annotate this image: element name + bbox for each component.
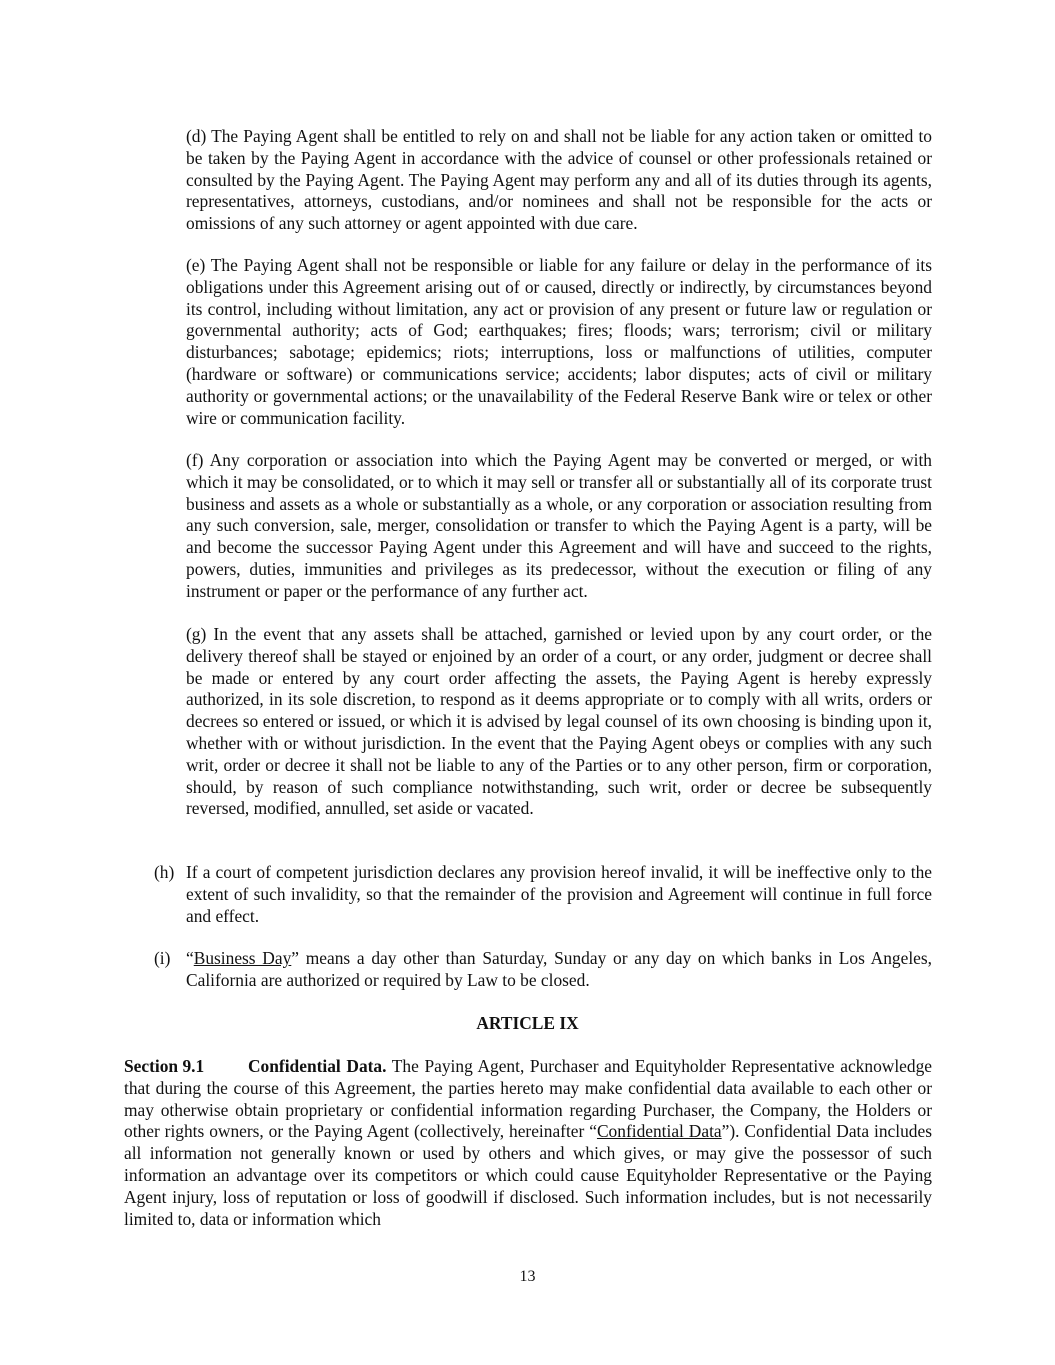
article-heading: ARTICLE IX (476, 1013, 579, 1033)
open-quote: “ (186, 948, 194, 968)
section-text-before: The Paying Agent, Purchaser and Equityholder Representative acknowledge that during the course of this Agreement, the parties hereto may make confidential data available to each other or may otherwise obtain proprietary or confidential information regarding Purchaser, the Company, the Holders or other rights owners, or the Paying Agent (collectively, hereinafter “ (124, 1056, 932, 1142)
paragraph-e: (e) The Paying Agent shall not be responsible or liable for any failure or delay in the performance of its obligations under this Agreement arising out of or caused, directly or indirectly, by circumstances beyond its control, including without limitation, any act or provision of any present or future law or regulation or governmental authority; acts of God; earthquakes; fires; floods; wars; terrorism; civil or military disturbances; sabotage; epidemics; riots; interruptions, loss or malfunctions of utilities, computer (hardware or software) or communications service; accidents; labor disputes; acts of civil or military authority or governmental actions; or the unavailability of the Federal Reserve Bank wire or telex or other wire or communication facility. (186, 255, 932, 428)
paragraph-d: (d) The Paying Agent shall be entitled to rely on and shall not be liable for any action taken or omitted to be taken by the Paying Agent in accordance with the advice of counsel or other professionals retained or consulted by the Paying Agent. The Paying Agent may perform any and all of its duties through its agents, representatives, attorneys, custodians, and/or nominees and shall not be responsible for the acts or omissions of any such attorney or agent appointed with due care. (186, 126, 932, 234)
list-item-h-text: If a court of competent jurisdiction declares any provision hereof invalid, it will be ineffective only to the extent of such invalidity, so that the remainder of the provision and Agreement will continue in full force and effect. (186, 862, 932, 926)
section-9-1 (124, 1056, 932, 1230)
list-item-h-label: (h) (154, 862, 175, 882)
defined-term-confidential-data: Confidential Data (596, 1121, 722, 1142)
defined-term-business-day: Business Day (193, 948, 292, 968)
section-title: Confidential Data. (248, 1056, 387, 1076)
section-text-after: ”). Confidential Data includes all information not generally known or used by others and which gives, or may give the possessor of such information an advantage over its competitors or which could cause Equityholder Representative or the Paying Agent injury, loss of reputation or loss of goodwill if disclosed. Such information includes, but is not necessarily limited to, data or information which (124, 1121, 932, 1229)
list-item-i-text (186, 948, 932, 992)
list-item-i-label: (i) (154, 948, 171, 968)
list-item-h (154, 862, 932, 928)
list-item-i (154, 948, 932, 992)
paragraph-f: (f) Any corporation or association into which the Paying Agent may be converted or merged, or with which it may be consolidated, or to which it may sell or transfer all or substantially all of its corporate trust business and assets as a whole or substantially as a whole, or any corporation or association resulting from any such conversion, sale, merger, consolidation or transfer to which the Paying Agent is a party, will be and become the successor Paying Agent under this Agreement and will have and succeed to the rights, powers, duties, immunities and privileges as its predecessor, without the execution or filing of any instrument or paper or the performance of any further act. (186, 450, 932, 601)
page-number: 13 (519, 1268, 536, 1285)
section-number: Section 9.1 (124, 1056, 205, 1076)
paragraph-g: (g) In the event that any assets shall be attached, garnished or levied upon by any court order, or the delivery thereof shall be stayed or enjoined by an order of a court, or any order, judgment or decree shall be made or entered by any court order affecting the assets, the Paying Agent is hereby expressly authorized, in its sole discretion, to respond as it deems appropriate or to comply with all writs, orders or decrees so entered or issued, or which it is advised by legal counsel of its own choosing is binding upon it, whether with or without jurisdiction. In the event that the Paying Agent obeys or complies with any such writ, order or decree it shall not be liable to any of the Parties or to any other person, firm or corporation, should, by reason of such compliance notwithstanding, such writ, order or decree be subsequently reversed, modified, annulled, set aside or vacated. (186, 624, 932, 819)
list-item-i-body: ” means a day other than Saturday, Sunday or any day on which banks in Los Angeles, California are authorized or required by Law to be closed. (186, 948, 933, 990)
